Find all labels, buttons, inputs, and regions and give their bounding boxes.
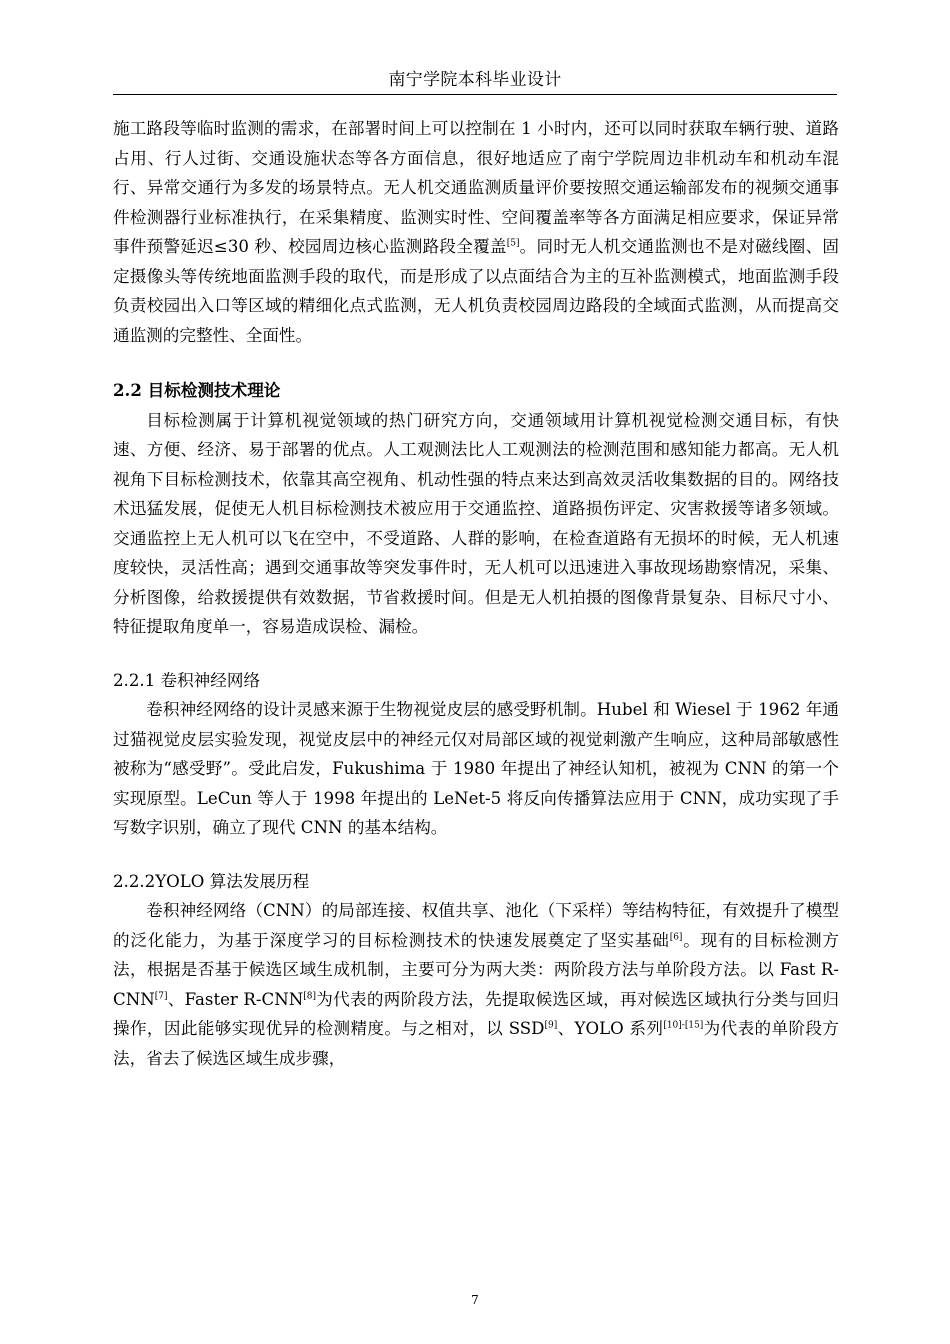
paragraph-object-detection: 目标检测属于计算机视觉领域的热门研究方向，交通领域用计算机视觉检测交通目标，有快速、方便、经济、易于部署的优点。人工观测法比人工观测法的检测范围和感知能力都高。无人机视角下目标检测技术，依靠其高空视角、机动性强的特点来达到高效灵活收集数据的目的。网络技术迅猛发展，促使无人机目标检测技术被应用于交通监控、道路损伤评定、灾害救援等诸多领域。交通监控上无人机可以飞在空中，不受道路、人群的影响，在检查道路有无损坏的时候，无人机速度较快，灵活性高；遇到交通事故等突发事件时，无人机可以迅速进入事故现场勘察情况，采集、分析图像，给救援提供有效数据，节省救援时间。但是无人机拍摄的图像背景复杂、目标尺寸小、特征提取角度单一，容易造成误检、漏检。 [113,410,839,636]
citation: [5] [506,238,520,249]
page-body [113,114,839,1073]
paragraph-text: 。同时无人机交通监测也不是对磁线圈、固定摄像头等传统地面监测手段的取代，而是形成了以点面结合为主的互补监测模式，地面监测手段负责校园出入口等区域的精细化点式监测，无人机负责校园周边路段的全域面式监测，从而提高交通监测的完整性、全面性。 [113,237,839,345]
section-heading-2-2: 2.2 目标检测技术理论 [113,380,281,400]
header-title: 南宁学院本科毕业设计 [388,70,562,90]
citation: [8] [303,990,317,1001]
section-heading-2-2-1: 2.2.1 卷积神经网络 [113,670,261,690]
citation: [6] [669,931,683,942]
section-heading-2-2-2: 2.2.2YOLO 算法发展历程 [113,871,310,891]
paragraph-text: 、Faster R-CNN [167,989,304,1009]
paragraph-text: 为代表的单阶段方法，省去了候选区域生成步骤， [113,1019,839,1068]
page-header [113,66,837,95]
paragraph-uav-monitoring [113,114,839,350]
paragraph-cnn: 卷积神经网络的设计灵感来源于生物视觉皮层的感受野机制。Hubel 和 Wiesel 于 1962 年通过猫视觉皮层实验发现，视觉皮层中的神经元仅对局部区域的视觉刺激产生响应，这种局部敏感性被称为“感受野”。受此启发，Fukushima 于 1980 年提出了神经认知机，被视为 CNN 的第一个实现原型。LeCun 等人于 1998 年提出的 LeNet-5 将反向传播算法应用于 CNN，成功实现了手写数字识别，确立了现代 CNN 的基本结构。 [113,700,839,837]
citation: [7] [154,990,168,1001]
citation: [10]-[15] [663,1020,704,1031]
page-number: 7 [471,1293,479,1307]
citation: [9] [544,1020,558,1031]
paragraph-text: 、YOLO 系列 [557,1019,664,1038]
paragraph-text: 为代表的两阶段方法，先提取候选区域，再对候选区域执行分类与回归操作，因此能够实现优异的检测精度。与之相对，以 SSD [113,989,840,1038]
paragraph-text: 施工路段等临时监测的需求，在部署时间上可以控制在 1 小时内，还可以同时获取车辆行驶、道路占用、行人过街、交通设施状态等各方面信息，很好地适应了南宁学院周边非机动车和机动车混行、异常交通行为多发的场景特点。无人机交通监测质量评价要按照交通运输部发布的视频交通事件检测器行业标准执行，在采集精度、监测实时性、空间覆盖率等各方面满足相应要求，保证异常事件预警延迟≤30 秒、校园周边核心监测路段全覆盖 [113,119,839,256]
paragraph-yolo-history [113,896,839,1073]
paragraph-text: 。现有的目标检测方法，根据是否基于候选区域生成机制，主要可分为两大类：两阶段方法与单阶段方法。以 Fast R-CNN [113,930,840,1009]
paragraph-text: 卷积神经网络（CNN）的局部连接、权值共享、池化（下采样）等结构特征，有效提升了模型的泛化能力，为基于深度学习的目标检测技术的快速发展奠定了坚实基础 [113,901,839,950]
